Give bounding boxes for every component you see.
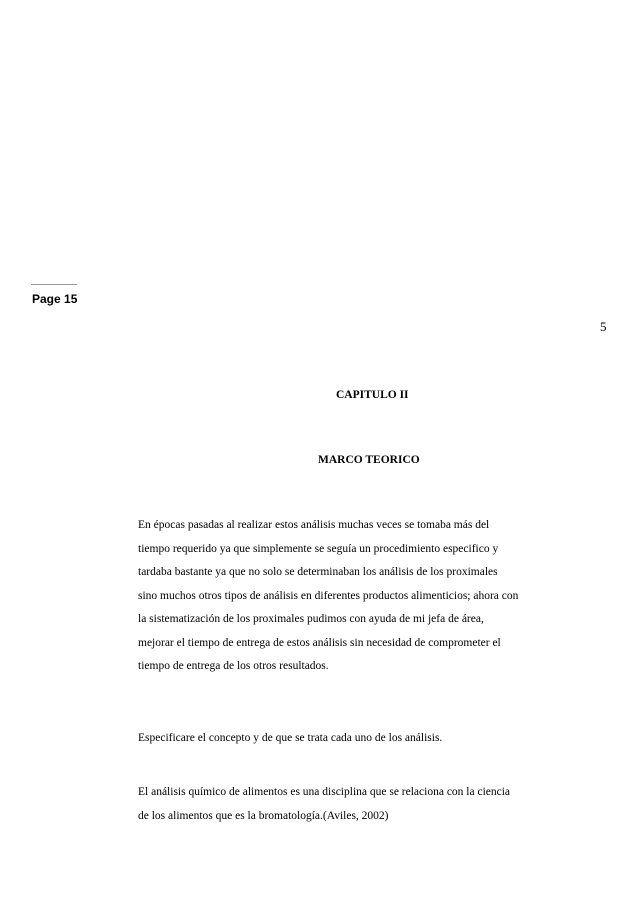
paragraph-line: de los alimentos que es la bromatología.(Aviles, 2002) <box>138 809 389 822</box>
page-number: 5 <box>600 319 607 334</box>
paragraph-line: mejorar el tiempo de entrega de estos análisis sin necesidad de comprometer el <box>138 636 501 649</box>
paragraph-intro <box>138 514 558 679</box>
paragraph-line: la sistematización de los proximales pudimos con ayuda de mi jefa de área, <box>138 613 484 625</box>
section-title: MARCO TEORICO <box>318 454 420 466</box>
paragraph-line: En épocas pasadas al realizar estos análisis muchas veces se tomaba más del <box>138 519 490 531</box>
paragraph-definition <box>138 781 558 828</box>
paragraph-line: El análisis químico de alimentos es una disciplina que se relaciona con la ciencia <box>138 786 511 798</box>
chapter-title: CAPITULO II <box>336 389 409 401</box>
paragraph-line: sino muchos otros tipos de análisis en diferentes productos alimenticios; ahora con <box>138 589 519 602</box>
paragraph-concepts <box>138 727 558 751</box>
page-separator <box>31 284 77 285</box>
paragraph-line: tardaba bastante ya que no solo se determinaban los análisis de los proximales <box>138 566 498 578</box>
paragraph-line: tiempo de entrega de los otros resultados. <box>138 660 329 672</box>
paragraph-line: tiempo requerido ya que simplemente se seguía un procedimiento especifico y <box>138 542 499 555</box>
paragraph-line: Especificare el concepto y de que se trata cada uno de los análisis. <box>138 732 443 744</box>
page-marker-label: Page 15 <box>32 292 78 306</box>
